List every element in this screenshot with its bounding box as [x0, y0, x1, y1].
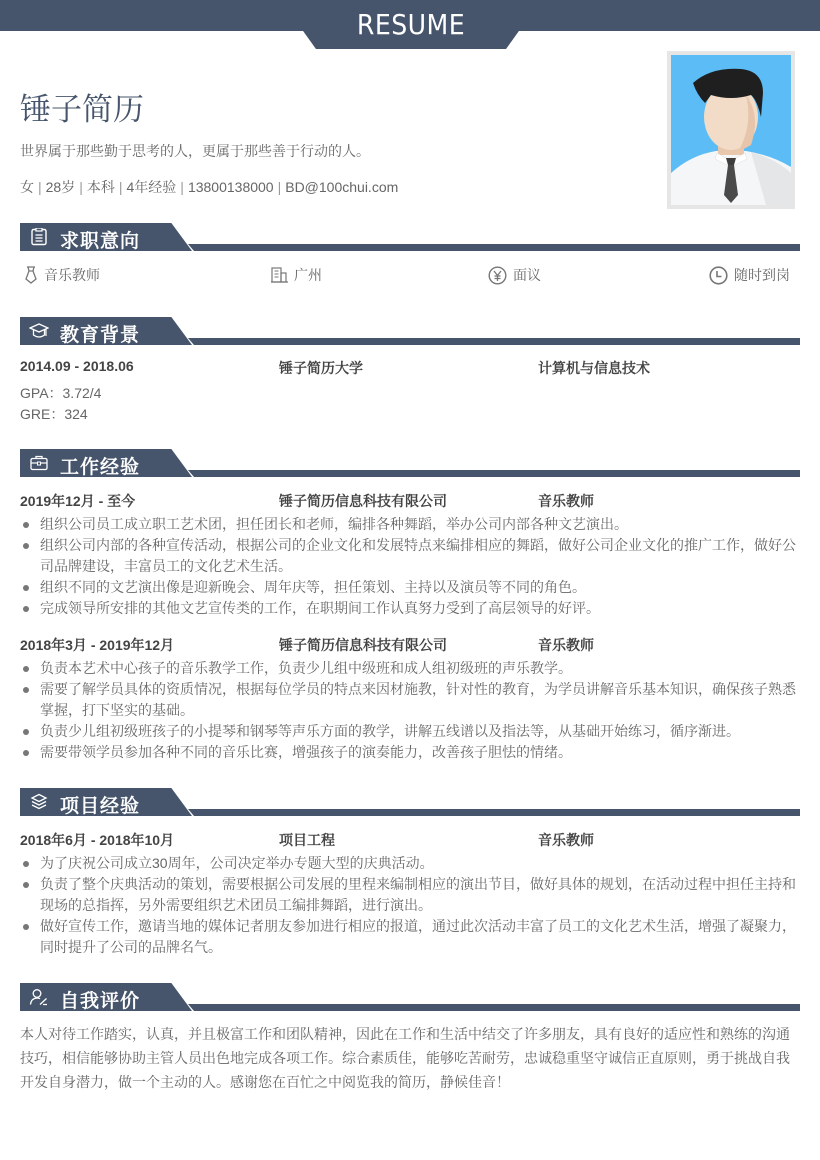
- intent-position: 音乐教师: [24, 265, 100, 285]
- age: 28岁: [45, 179, 76, 195]
- list-item: 负责了整个庆典活动的策划，需要根据公司发展的里程来编制相应的演出节目，做好具体的规划，在活动过程中担任主持和现场的总指挥，另外需要组织艺术团员工编排舞蹈，进行演出。: [20, 874, 800, 916]
- work-bullets: [20, 658, 800, 763]
- project-bullets: [20, 853, 800, 958]
- work-period: 2018年3月 - 2019年12月: [20, 637, 175, 653]
- project-name: 项目工程: [279, 832, 335, 848]
- section-header-education: [20, 317, 800, 347]
- banner-title: RESUME: [356, 8, 466, 41]
- basic-info: 女 | 28岁 | 本科 | 4年经验 | 13800138000 | BD@100chui.com: [20, 179, 399, 195]
- work-role: 音乐教师: [538, 637, 594, 653]
- yen-icon: [488, 266, 507, 285]
- list-item: 组织不同的文艺演出像是迎新晚会、周年庆等，担任策划、主持以及演员等不同的角色。: [20, 577, 800, 598]
- section-title: 求职意向: [60, 231, 141, 252]
- tie-icon: [24, 266, 38, 284]
- layers-icon: [29, 793, 49, 811]
- intent-salary: 面议: [488, 265, 541, 285]
- list-item: 完成领导所安排的其他文艺宣传类的工作，在职期间工作认真努力受到了高层领导的好评。: [20, 598, 800, 619]
- section-title: 工作经验: [60, 457, 141, 478]
- section-title: 自我评价: [60, 991, 141, 1012]
- list-item: 负责少儿组初级班孩子的小提琴和钢琴等声乐方面的教学，讲解五线谱以及指法等，从基础开始练习，循序渐进。: [20, 721, 800, 742]
- edu-major: 计算机与信息技术: [538, 360, 650, 376]
- degree: 本科: [86, 179, 115, 195]
- motto: 世界属于那些勤于思考的人，更属于那些善于行动的人。: [20, 143, 370, 159]
- section-title: 项目经验: [60, 796, 141, 817]
- avatar-illustration-icon: [671, 55, 791, 205]
- briefcase-icon: [29, 454, 49, 472]
- section-header-intent: [20, 223, 800, 253]
- candidate-name: 锤子简历: [20, 92, 144, 127]
- list-item: 组织公司员工成立职工艺术团，担任团长和老师，编排各种舞蹈，举办公司内部各种文艺演出。: [20, 514, 800, 535]
- self-evaluation-text: 本人对待工作踏实，认真，并且极富工作和团队精神，因此在工作和生活中结交了许多朋友，具有良好的适应性和熟练的沟通技巧，相信能够协助主管人员出色地完成各项工作。综合素质佳，能够吃苦耐劳，忠诚稳重坚守诚信正直原则，勇于挑战自我开发自身潜力，做一个主动的人。感谢您在百忙之中阅览我的简历，静候佳音！: [20, 1026, 790, 1090]
- job-intent-row: [20, 265, 800, 287]
- list-item: 需要了解学员具体的资质情况，根据每位学员的特点来因材施教，针对性的教育，为学员讲解音乐基本知识，确保孩子熟悉掌握，打下坚实的基础。: [20, 679, 800, 721]
- work-role: 音乐教师: [538, 493, 594, 509]
- section-header-self-eval: [20, 983, 800, 1013]
- edu-gre: GRE：324: [20, 406, 88, 422]
- section-header-work: [20, 449, 800, 479]
- experience: 4年经验: [126, 179, 177, 195]
- building-icon: [271, 267, 288, 283]
- list-item: 组织公司内部的各种宣传活动，根据公司的企业文化和发展特点来编排相应的舞蹈，做好公司企业文化的推广工作，做好公司品牌建设，丰富员工的文化艺术生活。: [20, 535, 800, 577]
- avatar-photo: [667, 51, 795, 209]
- edu-school: 锤子简历大学: [279, 360, 363, 376]
- intent-location: 广州: [271, 265, 322, 285]
- phone: 13800138000: [187, 179, 274, 195]
- section-header-project: [20, 788, 800, 818]
- list-item: 为了庆祝公司成立30周年，公司决定举办专题大型的庆典活动。: [20, 853, 800, 874]
- clipboard-icon: [29, 228, 49, 246]
- gender: 女: [20, 179, 34, 195]
- edu-period: 2014.09 - 2018.06: [20, 358, 134, 374]
- list-item: 负责本艺术中心孩子的音乐教学工作，负责少儿组中级班和成人组初级班的声乐教学。: [20, 658, 800, 679]
- user-edit-icon: [29, 988, 49, 1006]
- section-title: 教育背景: [60, 325, 141, 346]
- clock-icon: [709, 266, 728, 285]
- email: BD@100chui.com: [285, 179, 399, 195]
- work-period: 2019年12月 - 至今: [20, 493, 136, 509]
- work-company: 锤子简历信息科技有限公司: [279, 637, 447, 653]
- project-role: 音乐教师: [538, 832, 594, 848]
- work-bullets: [20, 514, 800, 619]
- project-period: 2018年6月 - 2018年10月: [20, 832, 175, 848]
- work-company: 锤子简历信息科技有限公司: [279, 493, 447, 509]
- list-item: 做好宣传工作，邀请当地的媒体记者朋友参加进行相应的报道，通过此次活动丰富了员工的文化艺术生活，增强了凝聚力，同时提升了公司的品牌名气。: [20, 916, 800, 958]
- edu-gpa: GPA：3.72/4: [20, 385, 102, 401]
- intent-availability: 随时到岗: [709, 265, 790, 285]
- list-item: 需要带领学员参加各种不同的音乐比赛，增强孩子的演奏能力，改善孩子胆怯的情绪。: [20, 742, 800, 763]
- graduation-cap-icon: [29, 322, 49, 340]
